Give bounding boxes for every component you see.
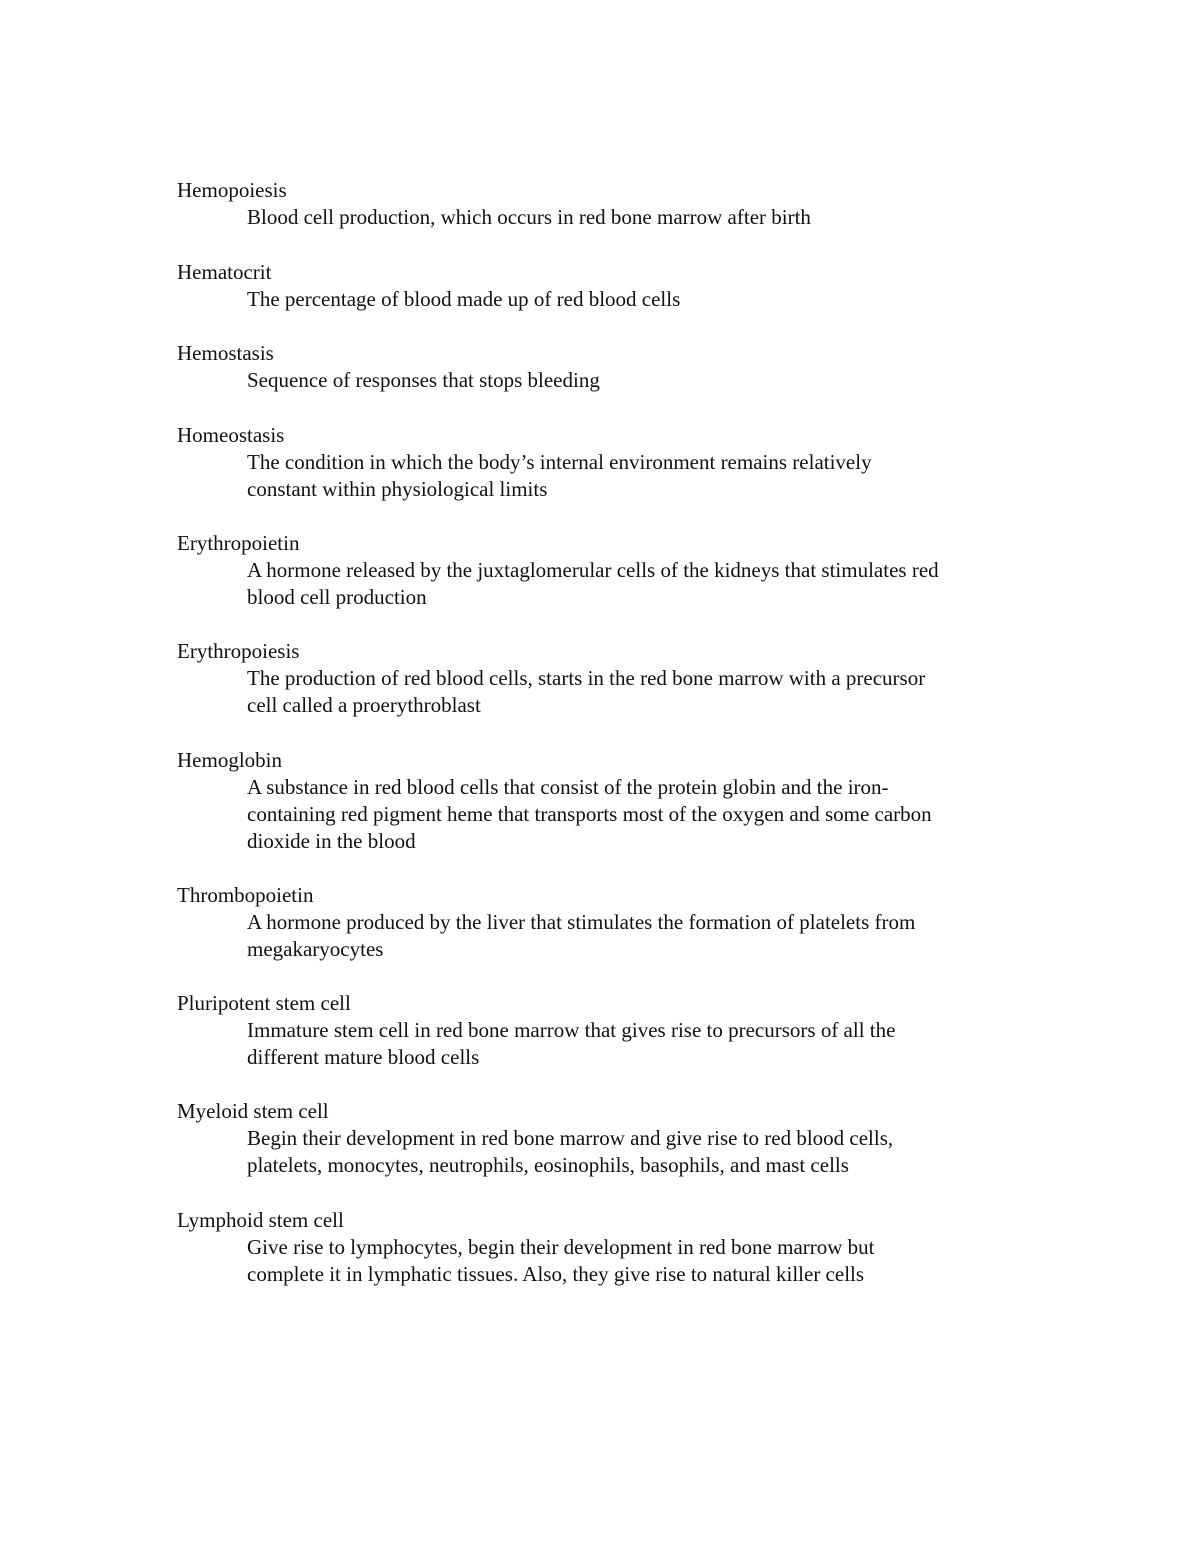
glossary-entry-hemopoiesis xyxy=(177,177,1057,231)
definition xyxy=(247,665,1057,719)
definition xyxy=(247,909,1057,963)
definition-line: cell called a proerythroblast xyxy=(247,693,481,717)
term: Myeloid stem cell xyxy=(177,1099,329,1123)
definition-line: Blood cell production, which occurs in red bone marrow after birth xyxy=(247,205,811,229)
glossary-entry-myeloid-stem-cell xyxy=(177,1098,1057,1179)
definition-line: blood cell production xyxy=(247,585,427,609)
definition-line: The production of red blood cells, starts in the red bone marrow with a precursor xyxy=(247,666,926,690)
glossary-entry-erythropoiesis xyxy=(177,638,1057,719)
definition xyxy=(247,204,1057,231)
definition-line: complete it in lymphatic tissues. Also, they give rise to natural killer cells xyxy=(247,1262,865,1286)
definition xyxy=(247,449,1057,503)
definition xyxy=(247,367,1057,394)
definition-line: The condition in which the body’s internal environment remains relatively xyxy=(247,450,872,474)
definition-line: Give rise to lymphocytes, begin their development in red bone marrow but xyxy=(247,1235,875,1259)
term: Erythropoiesis xyxy=(177,639,300,663)
definition-line: dioxide in the blood xyxy=(247,829,416,853)
definition-line: Immature stem cell in red bone marrow that gives rise to precursors of all the xyxy=(247,1018,896,1042)
glossary-entry-erythropoietin xyxy=(177,530,1057,611)
definition-line: constant within physiological limits xyxy=(247,477,548,501)
glossary-entry-thrombopoietin xyxy=(177,882,1057,963)
definition xyxy=(247,774,1057,855)
glossary-entry-hemostasis xyxy=(177,340,1057,394)
term: Hematocrit xyxy=(177,260,272,284)
definition xyxy=(247,286,1057,313)
term: Erythropoietin xyxy=(177,531,300,555)
glossary-entry-lymphoid-stem-cell xyxy=(177,1207,1057,1288)
term: Homeostasis xyxy=(177,423,285,447)
definition-line: containing red pigment heme that transports most of the oxygen and some carbon xyxy=(247,802,932,826)
definition-line: A hormone produced by the liver that stimulates the formation of platelets from xyxy=(247,910,916,934)
term: Thrombopoietin xyxy=(177,883,314,907)
term: Lymphoid stem cell xyxy=(177,1208,344,1232)
definition-line: platelets, monocytes, neutrophils, eosinophils, basophils, and mast cells xyxy=(247,1153,849,1177)
glossary-entry-hemoglobin xyxy=(177,747,1057,855)
definition-line: Sequence of responses that stops bleeding xyxy=(247,368,600,392)
definition-line: A substance in red blood cells that consist of the protein globin and the iron- xyxy=(247,775,889,799)
glossary-entry-hematocrit xyxy=(177,259,1057,313)
definition-line: megakaryocytes xyxy=(247,937,384,961)
definition-line: Begin their development in red bone marrow and give rise to red blood cells, xyxy=(247,1126,894,1150)
term: Pluripotent stem cell xyxy=(177,991,351,1015)
glossary-entry-homeostasis xyxy=(177,422,1057,503)
term: Hemoglobin xyxy=(177,748,282,772)
definition xyxy=(247,1125,1057,1179)
term: Hemostasis xyxy=(177,341,274,365)
glossary-entry-pluripotent-stem-cell xyxy=(177,990,1057,1071)
definition-line: The percentage of blood made up of red blood cells xyxy=(247,287,681,311)
definition-line: different mature blood cells xyxy=(247,1045,480,1069)
definition xyxy=(247,557,1057,611)
definition-line: A hormone released by the juxtaglomerular cells of the kidneys that stimulates red xyxy=(247,558,939,582)
term: Hemopoiesis xyxy=(177,178,287,202)
definition xyxy=(247,1234,1057,1288)
definition xyxy=(247,1017,1057,1071)
